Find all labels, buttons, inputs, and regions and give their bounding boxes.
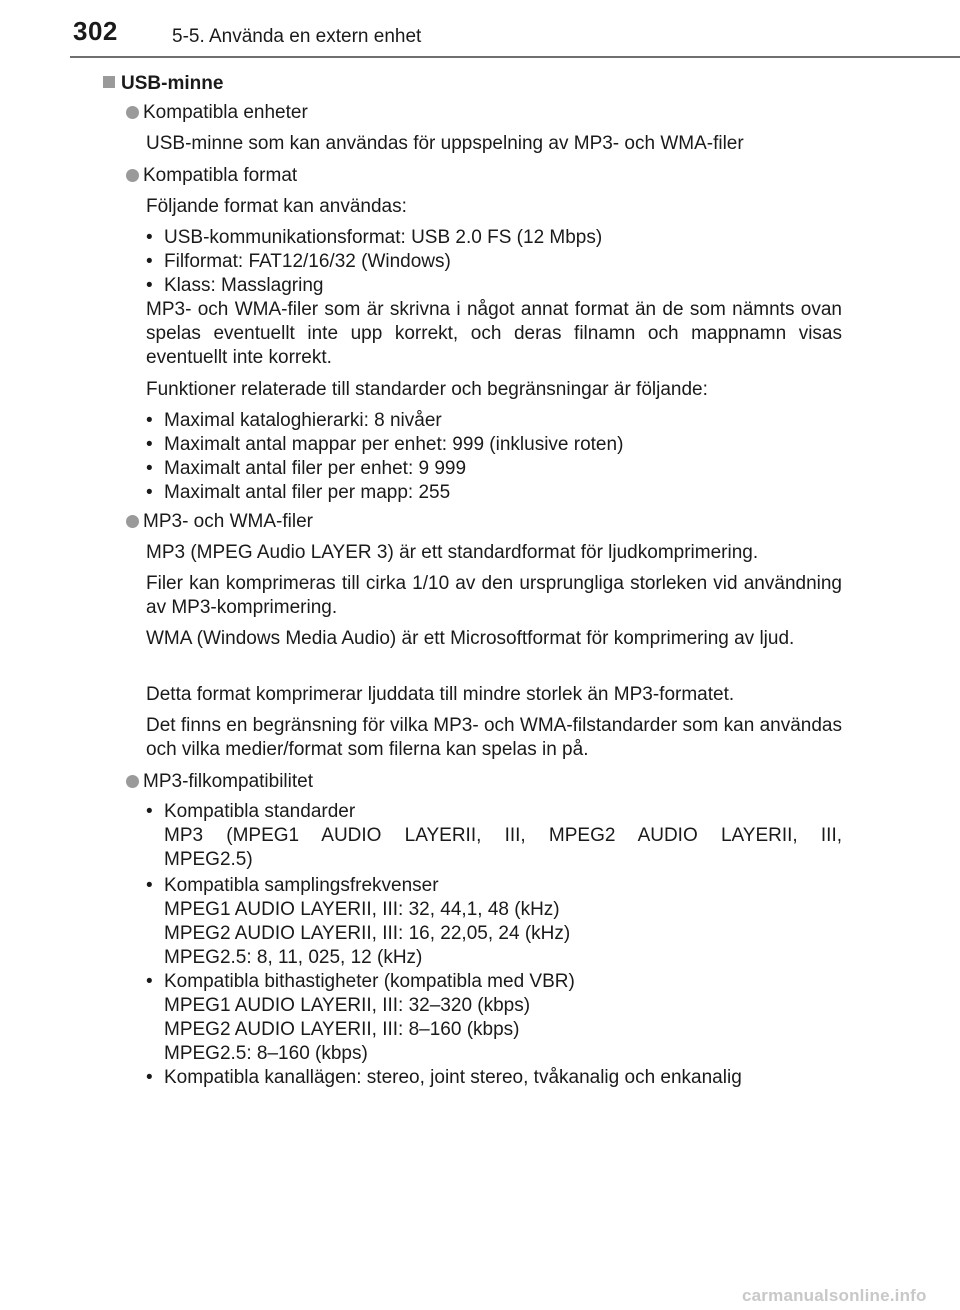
list-item: • Maximalt antal mappar per enhet: 999 (inklusive roten) <box>146 434 624 455</box>
paragraph: Funktioner relaterade till standarder och begränsningar är följande: <box>146 379 708 400</box>
list-item: • Maximal kataloghierarki: 8 nivåer <box>146 410 442 431</box>
section-title: USB-minne <box>121 73 224 94</box>
list-item: • Kompatibla bithastigheter (kompatibla med VBR) MPEG1 AUDIO LAYERII, III: 32–320 (kbps) MPEG2 AUDIO LAYERII, III: 8–160 (kbps) MPEG2.5: 8–160 (kbps) <box>146 971 575 1064</box>
square-bullet-icon <box>103 76 115 88</box>
bullet-icon: • <box>146 410 153 431</box>
circle-bullet-icon <box>126 775 139 788</box>
paragraph: Det finns en begränsning för vilka MP3- och WMA-filstandarder som kan användas och vilka medier/format som filerna kan spelas in på. <box>146 715 842 760</box>
paragraph: WMA (Windows Media Audio) är ett Microsoftformat för komprimering av ljud. <box>146 628 795 649</box>
paragraph: Följande format kan användas: <box>146 196 407 217</box>
bullet-icon: • <box>146 251 153 272</box>
subheading-compatible-formats: Kompatibla format <box>126 164 297 188</box>
list-item: • Kompatibla standarder MP3 (MPEG1 AUDIO LAYERII, III, MPEG2 AUDIO LAYERII, III, MPEG2.5) <box>146 801 842 870</box>
paragraph: MP3- och WMA-filer som är skrivna i något annat format än de som nämnts ovan spelas eventuellt inte upp korrekt, och deras filnamn och mappnamn visas eventuellt inte korrekt. <box>146 299 842 368</box>
paragraph: Detta format komprimerar ljuddata till mindre storlek än MP3-formatet. <box>146 684 735 705</box>
page-header <box>0 0 960 60</box>
subheading-compatible-devices: Kompatibla enheter <box>126 101 308 125</box>
bullet-icon: • <box>146 434 153 455</box>
list-item: • Maximalt antal filer per enhet: 9 999 <box>146 458 467 479</box>
watermark: carmanualsonline.info <box>742 1286 927 1305</box>
bullet-icon: • <box>146 458 153 479</box>
page-number: 302 <box>73 16 118 46</box>
chapter-title: 5-5. Använda en extern enhet <box>172 26 422 47</box>
bullet-icon: • <box>146 275 153 296</box>
bullet-icon: • <box>146 801 153 822</box>
list-item: • Klass: Masslagring <box>146 275 324 296</box>
section-heading <box>103 72 223 96</box>
list-item: • Kompatibla kanallägen: stereo, joint stereo, tvåkanalig och enkanalig <box>146 1067 742 1088</box>
paragraph: Filer kan komprimeras till cirka 1/10 av den ursprungliga storleken vid användning av MP3-komprimering. <box>146 573 842 618</box>
bullet-icon: • <box>146 227 153 248</box>
circle-bullet-icon <box>126 515 139 528</box>
subheading-mp3-compat: MP3-filkompatibilitet <box>126 770 313 794</box>
bullet-icon: • <box>146 875 153 896</box>
bullet-icon: • <box>146 971 153 992</box>
bullet-icon: • <box>146 482 153 503</box>
list-item: • Maximalt antal filer per mapp: 255 <box>146 482 451 503</box>
bullet-icon: • <box>146 1067 153 1088</box>
list-item: • Kompatibla samplingsfrekvenser MPEG1 AUDIO LAYERII, III: 32, 44,1, 48 (kHz) MPEG2 AUDIO LAYERII, III: 16, 22,05, 24 (kHz) MPEG2.5: 8, 11, 025, 12 (kHz) <box>146 875 571 968</box>
header-divider <box>70 56 960 58</box>
paragraph: MP3 (MPEG Audio LAYER 3) är ett standardformat för ljudkomprimering. <box>146 542 759 563</box>
list-item: • Filformat: FAT12/16/32 (Windows) <box>146 251 451 272</box>
list-item: • USB-kommunikationsformat: USB 2.0 FS (12 Mbps) <box>146 227 603 248</box>
paragraph: USB-minne som kan användas för uppspelning av MP3- och WMA-filer <box>146 133 744 154</box>
circle-bullet-icon <box>126 106 139 119</box>
circle-bullet-icon <box>126 169 139 182</box>
subheading-mp3-wma: MP3- och WMA-filer <box>126 510 313 534</box>
